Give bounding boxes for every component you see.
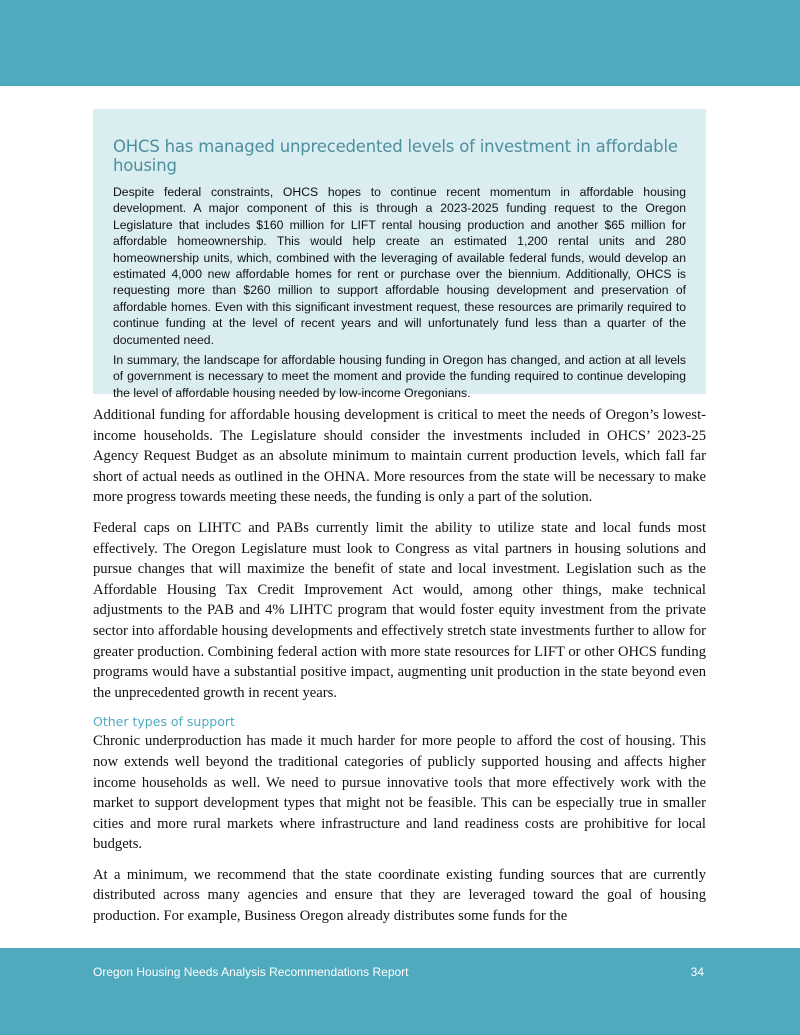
page-number: 34 xyxy=(690,965,704,979)
callout-paragraph: In summary, the landscape for affordable housing funding in Oregon has changed, and action at all levels of government is necessary to meet the moment and provide the funding required to continue developing the level of affordable housing needed by low-income Oregonians. xyxy=(113,353,686,400)
paragraph: At a minimum, we recommend that the state coordinate existing funding sources that are currently distributed across many agencies and ensure that they are leveraged toward the goal of housing production. For example, Business Oregon already distributes some funds for the xyxy=(93,866,706,925)
footer-title: Oregon Housing Needs Analysis Recommendations Report xyxy=(93,965,409,979)
callout-box xyxy=(93,109,706,400)
footer-band xyxy=(0,948,800,1035)
section-heading: Other types of support xyxy=(93,714,235,730)
paragraph: Additional funding for affordable housing development is critical to meet the needs of Oregon’s lowest-income households. The Legislature should consider the investments included in OHCS’ 2023-25 Agency Request Budget as an absolute minimum to maintain current production levels, which fall far short of actual needs as outlined in the OHNA. More resources from the state will be necessary to make more progress towards meeting these needs, the funding is only a part of the solution. xyxy=(93,407,706,506)
body-text xyxy=(93,405,706,937)
paragraph: Federal caps on LIHTC and PABs currently limit the ability to utilize state and local funds most effectively. The Oregon Legislature must look to Congress as vital partners in housing solutions and pursue changes that will maximize the benefit of state and local investment. Legislation such as the Affordable Housing Tax Credit Improvement Act would, among other things, make technical adjustments to the PAB and 4% LIHTC program that would foster equity investment from the private sector into affordable housing developments and effectively stretch state investments further to allow for greater production. Combining federal action with more state resources for LIFT or other OHCS funding programs would have a substantial positive impact, augmenting unit production in the state beyond even the unprecedented growth in recent years. xyxy=(93,519,706,701)
callout-title: OHCS has managed unprecedented levels of investment in affordable housing xyxy=(113,137,678,175)
paragraph: Chronic underproduction has made it much harder for more people to afford the cost of housing. This now extends well beyond the traditional categories of publicly supported housing and affects higher income households as well. We need to pursue innovative tools that more effectively work with the market to support development types that might not be feasible. This can be especially true in smaller cities and more rural markets where infrastructure and land readiness costs are prohibitive for local budgets. xyxy=(93,733,706,853)
callout-paragraph: Despite federal constraints, OHCS hopes to continue recent momentum in affordable housing development. A major component of this is through a 2023-2025 funding request to the Oregon Legislature that includes $160 million for LIFT rental housing production and another $65 million for affordable homeownership. This would help create an estimated 1,200 rental units and 280 homeownership units, which, combined with the leveraging of available federal funds, would develop an estimated 4,000 new affordable homes for rent or purchase over the biennium. Additionally, OHCS is requesting more than $260 million to support affordable housing development and preservation of affordable homes. Even with this significant investment request, these resources are primarily required to continue funding at the level of recent years and will unfortunately fund less than a quarter of the documented need. xyxy=(113,185,686,347)
header-band xyxy=(0,0,800,86)
